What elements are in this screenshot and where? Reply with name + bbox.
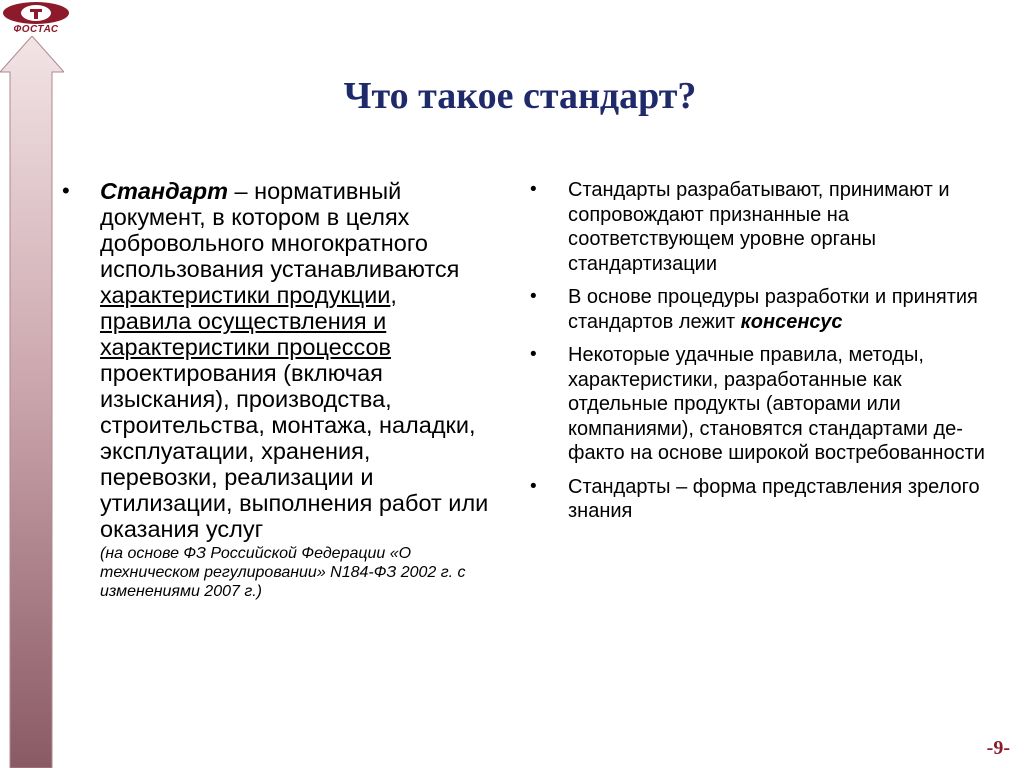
definition-bullet bbox=[62, 178, 492, 601]
fact-text-3: Некоторые удачные правила, методы, характеристики, разработанные как отдельные продукты (авторами или компаниями), становятся стандартами де-факто на основе широкой востребованности bbox=[568, 344, 985, 464]
vertical-arrow-icon bbox=[0, 36, 64, 768]
page-title: Что такое стандарт? bbox=[343, 75, 697, 117]
logo-emblem-icon bbox=[0, 0, 72, 26]
fact-text-1: Стандарты разрабатывают, принимают и сопровождают признанные на соответствующем уровне органы стандартизации bbox=[568, 179, 950, 275]
bullet-marker: • bbox=[530, 475, 537, 497]
consensus-term: консенсус bbox=[740, 310, 843, 333]
bullet-marker: • bbox=[62, 178, 70, 203]
fact-item-2 bbox=[530, 285, 1000, 334]
definition-link-processes: правила осуществления и характеристики процессов bbox=[100, 308, 392, 360]
fact-item-3 bbox=[530, 343, 1000, 466]
definition-term: Стандарт bbox=[100, 178, 228, 204]
bullet-marker: • bbox=[530, 344, 537, 365]
company-logo bbox=[0, 0, 72, 40]
definition-text-3: проектирования (включая изыскания), производства, строительства, монтажа, наладки, эксплуатации, хранения, перевозки, реализации и утилизации, выполнения работ или оказания услуг bbox=[100, 360, 489, 542]
bullet-marker: • bbox=[530, 179, 537, 200]
definition-source: (на основе ФЗ Российской Федерации «О техническом регулировании» N184-ФЗ 2002 г. с изменениями 2007 г.) bbox=[100, 545, 466, 600]
fact-item-1 bbox=[530, 178, 1000, 276]
definition-column bbox=[62, 178, 492, 601]
fact-item-4 bbox=[530, 475, 1000, 524]
page-number: -9- bbox=[986, 737, 1010, 759]
fact-text-4: Стандарты – форма представления зрелого знания bbox=[568, 475, 980, 522]
bullet-marker: • bbox=[530, 286, 537, 307]
facts-column bbox=[530, 178, 1000, 533]
fact-text-2: В основе процедуры разработки и принятия стандартов лежит bbox=[568, 286, 978, 333]
definition-text-2: , bbox=[390, 282, 397, 308]
definition-text-1: – нормативный документ, в котором в целях добровольного многократного использования устанавливаются bbox=[100, 178, 460, 282]
logo-text: ФОСТАС bbox=[13, 24, 59, 35]
definition-link-products: характеристики продукции bbox=[100, 282, 391, 308]
